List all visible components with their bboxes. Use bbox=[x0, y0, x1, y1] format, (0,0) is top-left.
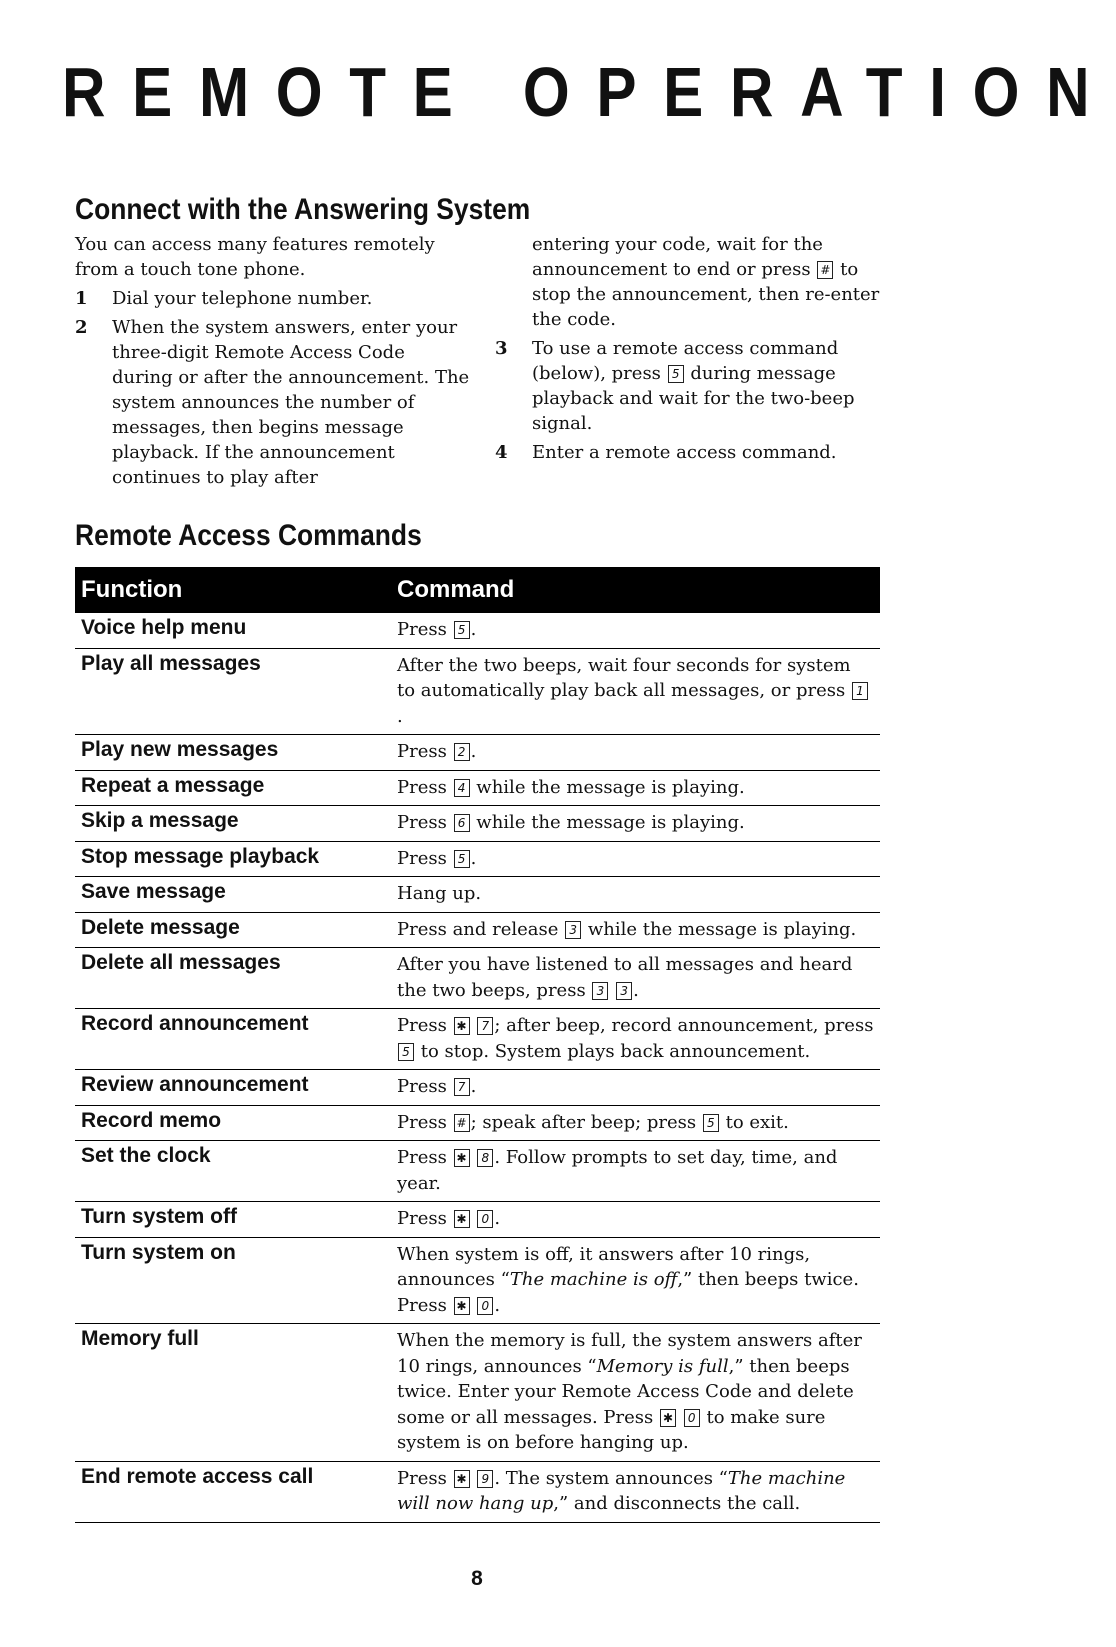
table-row bbox=[75, 1202, 880, 1238]
page-title: REMOTE OPERATION bbox=[62, 53, 1116, 131]
step-text: To use a remote access command (below), press bbox=[532, 338, 839, 384]
key-5-icon: 5 bbox=[668, 365, 684, 383]
function-cell: Memory full bbox=[75, 1324, 391, 1462]
step-text: to stop the announcement, then re-enter the code. bbox=[532, 259, 880, 330]
function-cell: Review announcement bbox=[75, 1070, 391, 1106]
command-text: . bbox=[470, 1076, 477, 1097]
commands-table bbox=[75, 567, 880, 1523]
star-key-icon: ✱ bbox=[454, 1017, 470, 1035]
table-row bbox=[75, 735, 880, 771]
step-1 bbox=[75, 286, 470, 311]
table-row bbox=[75, 1105, 880, 1141]
command-text: Press bbox=[397, 812, 453, 833]
function-cell: Delete message bbox=[75, 912, 391, 948]
pound-key-icon: # bbox=[817, 261, 833, 279]
step-2 bbox=[75, 315, 470, 490]
command-text: to exit. bbox=[719, 1111, 789, 1133]
command-text: When the memory is full, the system answers after 10 rings, announces “ bbox=[397, 1330, 862, 1377]
command-cell bbox=[391, 1324, 880, 1462]
key-3-icon: 3 bbox=[616, 982, 632, 1000]
commands-table-body bbox=[75, 613, 880, 1522]
command-text: . bbox=[494, 1294, 501, 1316]
command-text: ,” and disconnects the call. bbox=[553, 1493, 801, 1514]
table-row bbox=[75, 948, 880, 1009]
quoted-announcement: The machine is off bbox=[509, 1269, 678, 1290]
command-text: . bbox=[397, 705, 403, 727]
table-row bbox=[75, 877, 880, 913]
command-cell bbox=[391, 1202, 880, 1238]
command-text: After you have listened to all messages and heard the two beeps, press bbox=[397, 954, 853, 1001]
command-text: Press bbox=[397, 619, 453, 640]
command-text: while the message is playing. bbox=[470, 776, 745, 798]
connect-column-left bbox=[75, 232, 470, 490]
star-key-icon: ✱ bbox=[660, 1409, 676, 1427]
command-text: . The system announces “ bbox=[494, 1467, 728, 1489]
key-3-icon: 3 bbox=[592, 982, 608, 1000]
function-cell: Stop message playback bbox=[75, 841, 391, 877]
command-text: to make sure system is on before hanging up. bbox=[397, 1406, 826, 1453]
command-text bbox=[609, 980, 615, 1001]
star-key-icon: ✱ bbox=[454, 1470, 470, 1488]
function-cell: Play all messages bbox=[75, 648, 391, 735]
command-cell bbox=[391, 1237, 880, 1324]
table-row bbox=[75, 1009, 880, 1070]
key-5-icon: 5 bbox=[454, 621, 470, 639]
command-text: Press bbox=[397, 741, 453, 762]
function-cell: End remote access call bbox=[75, 1461, 391, 1522]
step-number: 3 bbox=[495, 338, 508, 359]
command-text: Press and release bbox=[397, 918, 565, 940]
command-text: When system is off, it answers after 10 rings, announces “ bbox=[397, 1243, 811, 1290]
key-2-icon: 2 bbox=[454, 743, 470, 761]
function-cell: Turn system on bbox=[75, 1237, 391, 1324]
key-5-icon: 5 bbox=[454, 850, 470, 868]
key-0-icon: 0 bbox=[684, 1409, 700, 1427]
table-row bbox=[75, 1461, 880, 1522]
star-key-icon: ✱ bbox=[454, 1210, 470, 1228]
command-cell bbox=[391, 648, 880, 735]
command-cell bbox=[391, 1461, 880, 1522]
command-cell bbox=[391, 1105, 880, 1141]
command-cell bbox=[391, 1009, 880, 1070]
command-text bbox=[677, 1407, 683, 1428]
command-text: Press bbox=[397, 1147, 453, 1168]
command-text: Press bbox=[397, 847, 453, 869]
command-text: Press bbox=[397, 1111, 453, 1133]
table-header-row bbox=[75, 567, 880, 613]
step-2-continued bbox=[495, 232, 880, 332]
table-row bbox=[75, 806, 880, 842]
function-cell: Repeat a message bbox=[75, 770, 391, 806]
table-row bbox=[75, 1070, 880, 1106]
step-number: 2 bbox=[75, 317, 88, 338]
step-text: Enter a remote access command. bbox=[532, 442, 837, 463]
step-text: Dial your telephone number. bbox=[112, 288, 373, 309]
step-text: When the system answers, enter your three-digit Remote Access Code during or after the announcement. The system announces the number of messages, then begins message playback. If the announcement continues to play after bbox=[112, 317, 470, 488]
command-text bbox=[471, 1147, 477, 1168]
star-key-icon: ✱ bbox=[454, 1149, 470, 1167]
key-8-icon: 8 bbox=[477, 1149, 493, 1167]
command-cell bbox=[391, 806, 880, 842]
connect-intro: You can access many features remotely from a touch tone phone. bbox=[75, 234, 435, 280]
command-text: . bbox=[470, 619, 477, 640]
command-text bbox=[471, 1015, 477, 1036]
function-cell: Save message bbox=[75, 877, 391, 913]
command-cell bbox=[391, 948, 880, 1009]
command-text: Press bbox=[397, 776, 453, 798]
key-5-icon: 5 bbox=[398, 1043, 414, 1061]
connect-column-right bbox=[495, 232, 880, 465]
table-row bbox=[75, 648, 880, 735]
table-row bbox=[75, 613, 880, 648]
command-text bbox=[471, 1295, 477, 1316]
commands-section-title: Remote Access Commands bbox=[75, 519, 422, 552]
function-cell: Skip a message bbox=[75, 806, 391, 842]
command-cell bbox=[391, 770, 880, 806]
command-text: After the two beeps, wait four seconds for system to automatically play back all messages, or press bbox=[397, 654, 851, 701]
command-cell bbox=[391, 1070, 880, 1106]
key-3-icon: 3 bbox=[565, 921, 581, 939]
command-text: to stop. System plays back announcement. bbox=[415, 1040, 811, 1062]
command-text: ,” then beeps twice. Press bbox=[397, 1269, 859, 1316]
command-text: . bbox=[494, 1208, 501, 1229]
table-row bbox=[75, 912, 880, 948]
star-key-icon: ✱ bbox=[454, 1297, 470, 1315]
command-text bbox=[471, 1468, 477, 1489]
quoted-announcement: The machine will now hang up bbox=[397, 1467, 846, 1514]
function-cell: Play new messages bbox=[75, 735, 391, 771]
command-text: while the message is playing. bbox=[470, 812, 745, 833]
header-function: Function bbox=[75, 567, 391, 613]
page-number: 8 bbox=[471, 1567, 483, 1590]
key-0-icon: 0 bbox=[477, 1210, 493, 1228]
command-text: ,” then beeps twice. Enter your Remote Access Code and delete some or all messages. Press bbox=[397, 1355, 854, 1428]
function-cell: Delete all messages bbox=[75, 948, 391, 1009]
key-5-icon: 5 bbox=[703, 1114, 719, 1132]
step-number: 4 bbox=[495, 442, 508, 463]
key-0-icon: 0 bbox=[477, 1297, 493, 1315]
table-row bbox=[75, 770, 880, 806]
command-text: Press bbox=[397, 1208, 453, 1229]
command-cell bbox=[391, 735, 880, 771]
command-cell bbox=[391, 912, 880, 948]
step-3 bbox=[495, 336, 880, 436]
function-cell: Record announcement bbox=[75, 1009, 391, 1070]
key-6-icon: 6 bbox=[454, 814, 470, 832]
table-row bbox=[75, 841, 880, 877]
table-row bbox=[75, 1324, 880, 1462]
command-text: . bbox=[470, 847, 477, 869]
command-text: . bbox=[633, 979, 639, 1001]
command-text: while the message is playing. bbox=[582, 918, 857, 940]
step-number: 1 bbox=[75, 288, 88, 309]
key-7-icon: 7 bbox=[477, 1017, 493, 1035]
function-cell: Turn system off bbox=[75, 1202, 391, 1238]
key-4-icon: 4 bbox=[454, 779, 470, 797]
step-text: during message playback and wait for the two-beep signal. bbox=[532, 363, 855, 434]
table-row bbox=[75, 1141, 880, 1202]
function-cell: Voice help menu bbox=[75, 613, 391, 648]
command-text: Press bbox=[397, 1015, 453, 1036]
quoted-announcement: Memory is full bbox=[596, 1355, 729, 1377]
function-cell: Set the clock bbox=[75, 1141, 391, 1202]
key-9-icon: 9 bbox=[477, 1470, 493, 1488]
command-text: . Follow prompts to set day, time, and year. bbox=[397, 1147, 838, 1194]
command-cell bbox=[391, 1141, 880, 1202]
command-cell bbox=[391, 613, 880, 648]
connect-section-title: Connect with the Answering System bbox=[75, 193, 531, 226]
command-text bbox=[471, 1208, 477, 1229]
step-text: entering your code, wait for the announcement to end or press bbox=[532, 234, 823, 280]
command-text: ; after beep, record announcement, press bbox=[494, 1015, 874, 1036]
command-text: Press bbox=[397, 1467, 453, 1489]
command-text: Press bbox=[397, 1076, 453, 1097]
table-row bbox=[75, 1237, 880, 1324]
command-text: . bbox=[470, 741, 477, 762]
command-cell bbox=[391, 877, 880, 913]
key-1-icon: 1 bbox=[852, 682, 868, 700]
function-cell: Record memo bbox=[75, 1105, 391, 1141]
step-4 bbox=[495, 440, 880, 465]
key-7-icon: 7 bbox=[454, 1078, 470, 1096]
pound-key-icon: # bbox=[454, 1114, 470, 1132]
command-cell bbox=[391, 841, 880, 877]
header-command: Command bbox=[391, 567, 880, 613]
command-text: ; speak after beep; press bbox=[470, 1111, 702, 1133]
command-text: Hang up. bbox=[397, 883, 482, 904]
